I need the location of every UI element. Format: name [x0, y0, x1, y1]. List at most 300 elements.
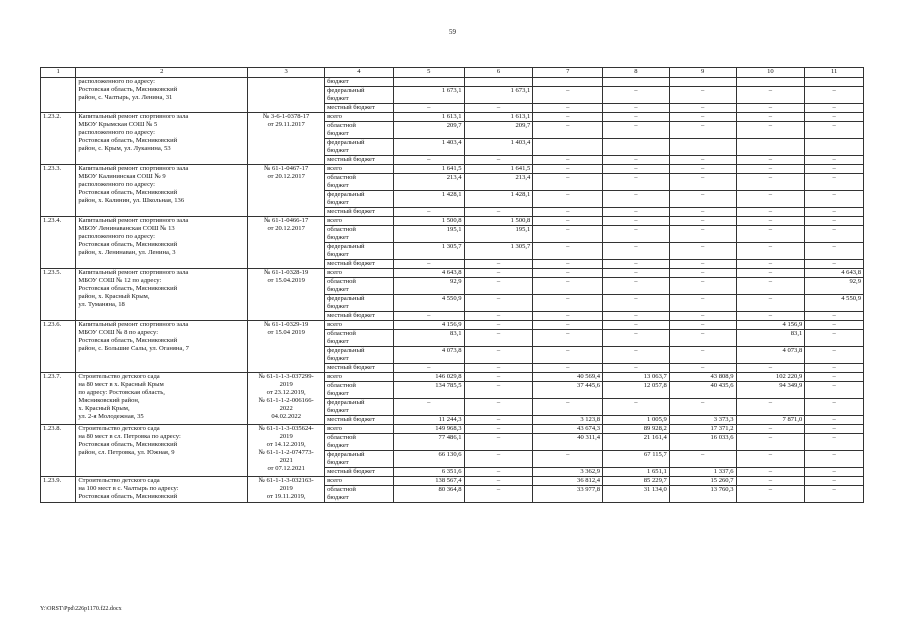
value-cell: 94 349,9	[736, 382, 805, 399]
funding-source: местный бюджет	[325, 208, 394, 217]
value-cell: 3 123,8	[533, 416, 603, 425]
value-cell: –	[805, 468, 864, 477]
value-cell: –	[533, 278, 603, 295]
value-cell: –	[736, 122, 805, 139]
item-number: 1.23.8.	[41, 425, 76, 477]
value-cell: 40 569,4	[533, 373, 603, 382]
value-cell: –	[533, 295, 603, 312]
value-cell: 11 244,3	[393, 416, 464, 425]
value-cell: –	[805, 191, 864, 208]
value-cell: –	[533, 399, 603, 416]
value-cell: –	[464, 330, 533, 347]
value-cell: 37 445,6	[533, 382, 603, 399]
value-cell: –	[669, 269, 736, 278]
value-cell: –	[533, 226, 603, 243]
item-document: № 61-1-0328-19 от 15.04.2019	[248, 269, 325, 321]
item-number	[41, 78, 76, 113]
value-cell: –	[533, 243, 603, 260]
value-cell: –	[669, 226, 736, 243]
value-cell: 85 229,7	[603, 477, 670, 486]
value-cell	[669, 78, 736, 87]
value-cell: –	[669, 191, 736, 208]
funding-source: областной бюджет	[325, 330, 394, 347]
item-document: № 61-1-1-3-037299- 2019 от 23.12.2019, № 61-1-1-2-006166- 2022 04.02.2022	[248, 373, 325, 425]
funding-source: федеральный бюджет	[325, 243, 394, 260]
value-cell: –	[805, 260, 864, 269]
value-cell: –	[603, 226, 670, 243]
value-cell: –	[464, 321, 533, 330]
value-cell: –	[464, 156, 533, 165]
value-cell: 92,9	[393, 278, 464, 295]
item-number: 1.23.5.	[41, 269, 76, 321]
value-cell: –	[603, 399, 670, 416]
value-cell: 43 674,3	[533, 425, 603, 434]
item-description: Капитальный ремонт спортивного зала МБОУ СОШ № 12 по адресу: Ростовская область, Мясниковский район, х. Красный Крым, ул. Туманяна, 18	[76, 269, 248, 321]
value-cell: 77 486,1	[393, 434, 464, 451]
value-cell: –	[464, 382, 533, 399]
value-cell: –	[805, 382, 864, 399]
value-cell: 7 871,0	[736, 416, 805, 425]
value-cell: –	[736, 486, 805, 503]
value-cell: –	[464, 373, 533, 382]
value-cell: 13 760,3	[669, 486, 736, 503]
item-document: № 3-6-1-0378-17 от 29.11.2017	[248, 113, 325, 165]
value-cell: –	[533, 364, 603, 373]
value-cell: –	[736, 451, 805, 468]
value-cell: 13 063,7	[603, 373, 670, 382]
value-cell: –	[805, 321, 864, 330]
value-cell: –	[393, 104, 464, 113]
funding-source: федеральный бюджет	[325, 295, 394, 312]
value-cell: 83,1	[736, 330, 805, 347]
value-cell: –	[464, 312, 533, 321]
value-cell: –	[603, 312, 670, 321]
value-cell: –	[603, 104, 670, 113]
value-cell: –	[805, 174, 864, 191]
funding-source: областной бюджет	[325, 486, 394, 503]
value-cell: –	[603, 208, 670, 217]
value-cell: 4 550,9	[393, 295, 464, 312]
value-cell: 1 641,5	[464, 165, 533, 174]
value-cell: –	[464, 104, 533, 113]
value-cell: –	[533, 347, 603, 364]
value-cell	[736, 139, 805, 156]
column-header: 7	[533, 68, 603, 78]
item-document: № 61-1-1-3-032163- 2019 от 19.11.2019,	[248, 477, 325, 503]
value-cell: –	[736, 468, 805, 477]
value-cell: –	[533, 113, 603, 122]
value-cell: –	[533, 165, 603, 174]
column-header: 4	[325, 68, 394, 78]
value-cell: –	[533, 217, 603, 226]
value-cell: 4 643,8	[805, 269, 864, 278]
item-number: 1.23.9.	[41, 477, 76, 503]
item-number: 1.23.4.	[41, 217, 76, 269]
value-cell: 89 928,2	[603, 425, 670, 434]
value-cell: –	[736, 269, 805, 278]
funding-source: бюджет	[325, 78, 394, 87]
value-cell: –	[805, 399, 864, 416]
item-description: Капитальный ремонт спортивного зала МБОУ Ленинаванская СОШ № 13 расположенного по адресу: Ростовская область, Мясниковский район, х. Ленинаван, ул. Ленина, 3	[76, 217, 248, 269]
value-cell: –	[805, 208, 864, 217]
funding-source: областной бюджет	[325, 174, 394, 191]
value-cell: –	[464, 347, 533, 364]
value-cell: 195,1	[393, 226, 464, 243]
value-cell: –	[736, 156, 805, 165]
item-description: Капитальный ремонт спортивного зала МБОУ Калининская СОШ № 9 расположенного по адресу: Ростовская область, Мясниковский район, х. Калинин, ул. Школьная, 136	[76, 165, 248, 217]
column-header: 9	[669, 68, 736, 78]
item-description: Капитальный ремонт спортивного зала МБОУ СОШ № 8 по адресу: Ростовская область, Мясниковский район, с. Большие Салы, ул. Оганяна, 7	[76, 321, 248, 373]
value-cell: –	[464, 278, 533, 295]
value-cell: –	[533, 156, 603, 165]
value-cell: –	[603, 165, 670, 174]
value-cell	[669, 139, 736, 156]
table-row	[41, 217, 864, 226]
value-cell: –	[464, 269, 533, 278]
value-cell: –	[669, 156, 736, 165]
table-row	[41, 477, 864, 486]
value-cell: –	[736, 364, 805, 373]
item-description: Капитальный ремонт спортивного зала МБОУ Крымская СОШ № 5 расположенного по адресу: Ростовская область, Мясниковский район, с. Крым, ул. Луканина, 53	[76, 113, 248, 165]
value-cell: –	[736, 104, 805, 113]
value-cell: –	[669, 174, 736, 191]
value-cell: –	[669, 260, 736, 269]
value-cell: –	[736, 191, 805, 208]
value-cell: –	[736, 278, 805, 295]
value-cell: –	[464, 451, 533, 468]
funding-source: местный бюджет	[325, 364, 394, 373]
table-row	[41, 78, 864, 87]
value-cell: 36 812,4	[533, 477, 603, 486]
value-cell: 33 977,8	[533, 486, 603, 503]
value-cell: 4 073,8	[736, 347, 805, 364]
value-cell	[805, 139, 864, 156]
file-path-footer: Y:\ORST\Ppd\226p1170.f22.docx	[40, 606, 122, 612]
column-header: 6	[464, 68, 533, 78]
funding-source: местный бюджет	[325, 260, 394, 269]
value-cell: 21 161,4	[603, 434, 670, 451]
item-document: № 61-1-0466-17 от 20.12.2017	[248, 217, 325, 269]
column-header: 10	[736, 68, 805, 78]
table-row	[41, 373, 864, 382]
value-cell: –	[393, 399, 464, 416]
value-cell	[603, 78, 670, 87]
value-cell: 195,1	[464, 226, 533, 243]
funding-source: областной бюджет	[325, 122, 394, 139]
value-cell: 146 029,8	[393, 373, 464, 382]
column-header: 3	[248, 68, 325, 78]
value-cell: –	[533, 174, 603, 191]
value-cell	[736, 78, 805, 87]
value-cell: –	[669, 451, 736, 468]
value-cell: 1 500,8	[464, 217, 533, 226]
value-cell: –	[669, 330, 736, 347]
value-cell: –	[805, 347, 864, 364]
value-cell: –	[669, 321, 736, 330]
table-body	[41, 78, 864, 503]
value-cell: 1 403,4	[464, 139, 533, 156]
value-cell: 17 371,2	[669, 425, 736, 434]
funding-source: областной бюджет	[325, 382, 394, 399]
value-cell: –	[669, 312, 736, 321]
value-cell: 43 808,9	[669, 373, 736, 382]
value-cell: –	[393, 208, 464, 217]
value-cell	[464, 78, 533, 87]
item-document: № 61-1-0467-17 от 20.12.2017	[248, 165, 325, 217]
item-number: 1.23.7.	[41, 373, 76, 425]
value-cell: –	[736, 165, 805, 174]
funding-source: местный бюджет	[325, 468, 394, 477]
page-number: 59	[449, 28, 456, 36]
funding-source: всего	[325, 477, 394, 486]
value-cell: –	[805, 451, 864, 468]
item-description: Строительство детского сада на 80 мест в сл. Петровка по адресу: Ростовская область, Мясниковский район, сл. Петровка, ул. Южная, 9	[76, 425, 248, 477]
value-cell	[603, 139, 670, 156]
value-cell: –	[736, 243, 805, 260]
value-cell: –	[805, 165, 864, 174]
value-cell: 138 567,4	[393, 477, 464, 486]
value-cell: –	[805, 87, 864, 104]
value-cell: –	[603, 87, 670, 104]
value-cell: 1 673,1	[393, 87, 464, 104]
value-cell: –	[603, 243, 670, 260]
value-cell: –	[464, 425, 533, 434]
value-cell: –	[805, 312, 864, 321]
value-cell: 4 073,8	[393, 347, 464, 364]
value-cell: 1 337,6	[669, 468, 736, 477]
value-cell: –	[736, 217, 805, 226]
item-number: 1.23.6.	[41, 321, 76, 373]
value-cell: 213,4	[393, 174, 464, 191]
value-cell	[805, 78, 864, 87]
funding-source: всего	[325, 113, 394, 122]
value-cell: –	[736, 174, 805, 191]
funding-source: федеральный бюджет	[325, 139, 394, 156]
value-cell: 213,4	[464, 174, 533, 191]
value-cell: 15 260,7	[669, 477, 736, 486]
value-cell: –	[669, 113, 736, 122]
value-cell: 1 651,1	[603, 468, 670, 477]
value-cell: –	[603, 217, 670, 226]
column-header: 8	[603, 68, 670, 78]
value-cell: –	[805, 104, 864, 113]
value-cell: –	[736, 208, 805, 217]
table-row	[41, 425, 864, 434]
value-cell: 1 403,4	[393, 139, 464, 156]
funding-source: местный бюджет	[325, 312, 394, 321]
item-number: 1.23.2.	[41, 113, 76, 165]
value-cell: –	[669, 399, 736, 416]
value-cell: 3 362,9	[533, 468, 603, 477]
value-cell: 12 057,8	[603, 382, 670, 399]
value-cell: –	[736, 434, 805, 451]
funding-source: областной бюджет	[325, 434, 394, 451]
value-cell: –	[603, 174, 670, 191]
value-cell	[533, 78, 603, 87]
value-cell: –	[464, 295, 533, 312]
value-cell: –	[603, 295, 670, 312]
value-cell: –	[669, 217, 736, 226]
value-cell: –	[736, 113, 805, 122]
funding-source: всего	[325, 373, 394, 382]
value-cell: –	[533, 260, 603, 269]
value-cell: –	[603, 269, 670, 278]
value-cell: –	[533, 87, 603, 104]
value-cell: 1 613,1	[393, 113, 464, 122]
funding-source: областной бюджет	[325, 278, 394, 295]
value-cell: –	[805, 113, 864, 122]
column-header: 5	[393, 68, 464, 78]
value-cell: –	[603, 156, 670, 165]
value-cell: 40 435,6	[669, 382, 736, 399]
value-cell: –	[464, 468, 533, 477]
funding-source: всего	[325, 165, 394, 174]
value-cell: –	[533, 451, 603, 468]
funding-source: всего	[325, 425, 394, 434]
column-header: 2	[76, 68, 248, 78]
value-cell: –	[393, 312, 464, 321]
value-cell: –	[464, 260, 533, 269]
value-cell: –	[736, 260, 805, 269]
value-cell: –	[736, 477, 805, 486]
item-description: расположенного по адресу: Ростовская область, Мясниковский район, с. Чалтырь, ул. Ленина, 31	[76, 78, 248, 113]
value-cell: –	[805, 122, 864, 139]
value-cell: –	[533, 208, 603, 217]
value-cell: –	[669, 364, 736, 373]
value-cell: –	[603, 260, 670, 269]
value-cell: –	[805, 477, 864, 486]
value-cell: –	[805, 226, 864, 243]
value-cell: –	[805, 156, 864, 165]
budget-table	[40, 67, 864, 503]
value-cell: 4 156,9	[736, 321, 805, 330]
funding-source: федеральный бюджет	[325, 191, 394, 208]
funding-source: всего	[325, 217, 394, 226]
value-cell: 102 220,9	[736, 373, 805, 382]
value-cell: –	[533, 104, 603, 113]
value-cell: 66 130,6	[393, 451, 464, 468]
value-cell: 1 305,7	[393, 243, 464, 260]
value-cell: –	[533, 269, 603, 278]
value-cell: –	[805, 425, 864, 434]
funding-source: федеральный бюджет	[325, 87, 394, 104]
value-cell: –	[736, 425, 805, 434]
value-cell: –	[669, 165, 736, 174]
value-cell: –	[464, 477, 533, 486]
value-cell: –	[603, 364, 670, 373]
funding-source: всего	[325, 269, 394, 278]
value-cell: –	[805, 330, 864, 347]
funding-source: федеральный бюджет	[325, 451, 394, 468]
value-cell: –	[603, 278, 670, 295]
value-cell: –	[464, 208, 533, 217]
value-cell: –	[603, 330, 670, 347]
value-cell: –	[736, 312, 805, 321]
value-cell: 1 428,1	[464, 191, 533, 208]
value-cell: 6 351,6	[393, 468, 464, 477]
value-cell: –	[393, 156, 464, 165]
value-cell: –	[464, 416, 533, 425]
value-cell: –	[464, 399, 533, 416]
value-cell: –	[669, 295, 736, 312]
value-cell: –	[533, 312, 603, 321]
value-cell: –	[533, 122, 603, 139]
value-cell: –	[464, 486, 533, 503]
value-cell: –	[533, 321, 603, 330]
value-cell: 3 373,3	[669, 416, 736, 425]
value-cell: –	[736, 226, 805, 243]
value-cell: –	[669, 208, 736, 217]
value-cell: –	[603, 321, 670, 330]
value-cell: 209,7	[464, 122, 533, 139]
funding-source: федеральный бюджет	[325, 347, 394, 364]
value-cell: –	[603, 122, 670, 139]
funding-source: местный бюджет	[325, 104, 394, 113]
value-cell: –	[669, 278, 736, 295]
value-cell: –	[805, 434, 864, 451]
table-row	[41, 113, 864, 122]
value-cell: 31 134,0	[603, 486, 670, 503]
value-cell: –	[603, 113, 670, 122]
value-cell: –	[669, 87, 736, 104]
value-cell: –	[805, 486, 864, 503]
funding-source: федеральный бюджет	[325, 399, 394, 416]
value-cell: –	[805, 416, 864, 425]
value-cell: –	[464, 364, 533, 373]
value-cell: 80 364,8	[393, 486, 464, 503]
item-description: Строительство детского сада на 80 мест в х. Красный Крым по адресу: Ростовская область, Мясниковский район, х. Красный Крым, ул. 2-я Молодежная, 35	[76, 373, 248, 425]
value-cell: –	[805, 243, 864, 260]
value-cell: –	[805, 217, 864, 226]
value-cell: 134 785,5	[393, 382, 464, 399]
value-cell: –	[393, 260, 464, 269]
value-cell: 149 968,3	[393, 425, 464, 434]
value-cell	[533, 139, 603, 156]
value-cell: –	[669, 347, 736, 364]
value-cell	[393, 78, 464, 87]
value-cell: –	[736, 399, 805, 416]
value-cell: 1 641,5	[393, 165, 464, 174]
table-row	[41, 165, 864, 174]
item-description: Строительство детского сада на 100 мест в с. Чалтырь по адресу: Ростовская область, Мясниковский	[76, 477, 248, 503]
value-cell: –	[603, 191, 670, 208]
value-cell: 1 613,1	[464, 113, 533, 122]
value-cell: 4 550,9	[805, 295, 864, 312]
value-cell: –	[533, 330, 603, 347]
value-cell: 67 115,7	[603, 451, 670, 468]
value-cell: 92,9	[805, 278, 864, 295]
value-cell: –	[805, 364, 864, 373]
value-cell: 1 500,8	[393, 217, 464, 226]
header-row	[41, 68, 864, 78]
value-cell: 40 311,4	[533, 434, 603, 451]
value-cell: –	[533, 191, 603, 208]
value-cell: 4 643,8	[393, 269, 464, 278]
item-document	[248, 78, 325, 113]
value-cell: 16 033,6	[669, 434, 736, 451]
column-header: 1	[41, 68, 76, 78]
value-cell: –	[669, 243, 736, 260]
value-cell: –	[393, 364, 464, 373]
value-cell: –	[464, 434, 533, 451]
funding-source: местный бюджет	[325, 416, 394, 425]
funding-source: местный бюджет	[325, 156, 394, 165]
item-number: 1.23.3.	[41, 165, 76, 217]
value-cell: –	[805, 373, 864, 382]
table-row	[41, 269, 864, 278]
value-cell: –	[736, 295, 805, 312]
value-cell: 1 005,9	[603, 416, 670, 425]
